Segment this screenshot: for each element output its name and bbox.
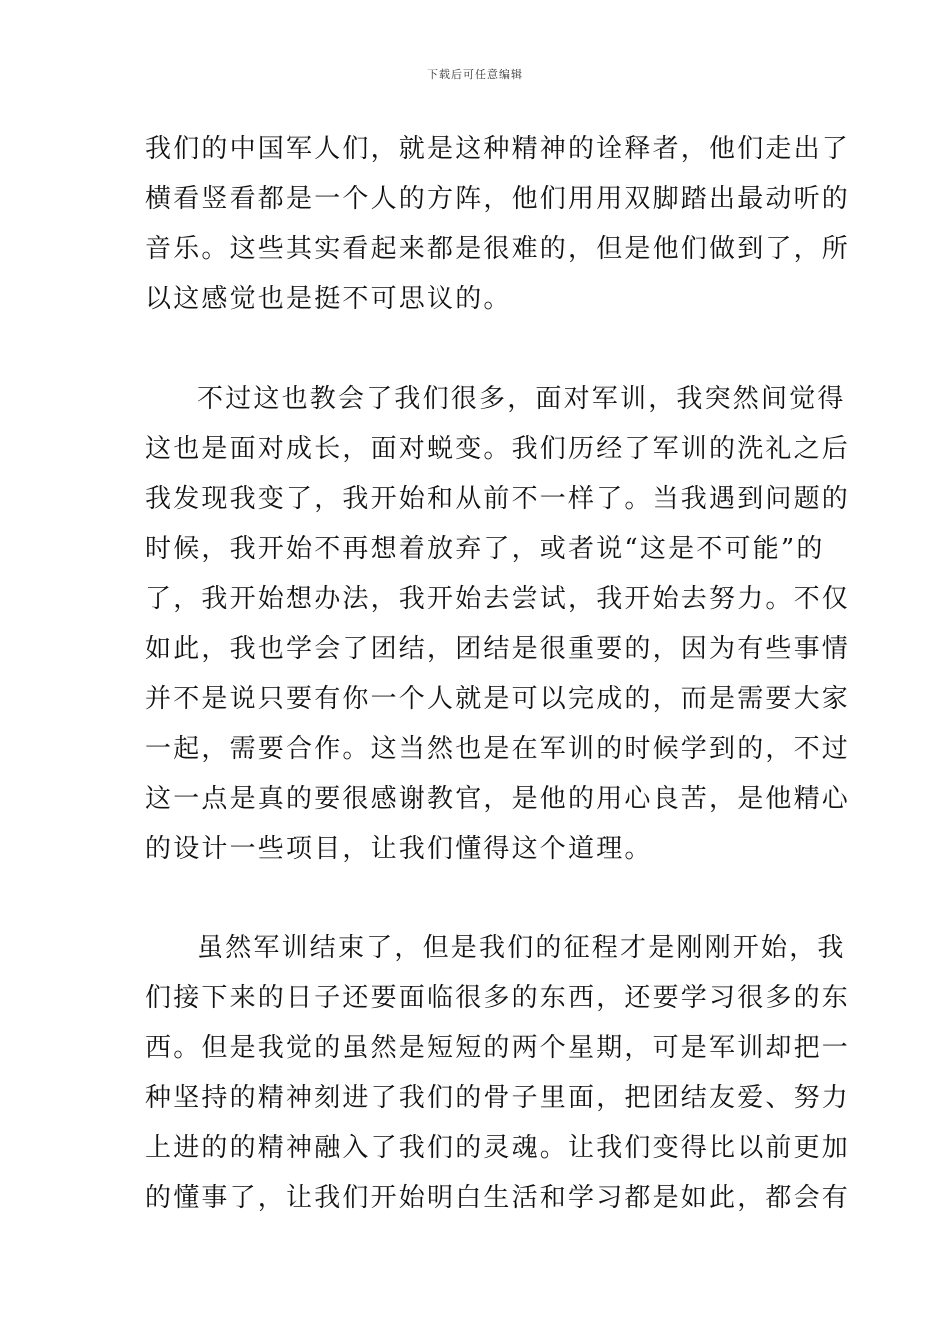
paragraph-1-line-2: 横看竖看都是一个人的方阵，他们用用双脚踏出最动听的 (145, 184, 851, 214)
paragraph-3-line-6: 的懂事了，让我们开始明白生活和学习都是如此，都会有 (145, 1183, 851, 1213)
paragraph-3-line-4: 种坚持的精神刻进了我们的骨子里面，把团结友爱、努力 (145, 1083, 851, 1113)
paragraph-3-line-2: 们接下来的日子还要面临很多的东西，还要学习很多的东 (145, 983, 851, 1013)
paragraph-2-line-1: 不过这也教会了我们很多，面对军训，我突然间觉得 (197, 384, 846, 414)
paragraph-1-line-3: 音乐。这些其实看起来都是很难的，但是他们做到了，所 (145, 234, 851, 264)
paragraph-1-line-1: 我们的中国军人们，就是这种精神的诠释者，他们走出了 (145, 134, 851, 164)
paragraph-2-line-6: 如此，我也学会了团结，团结是很重要的，因为有些事情 (145, 634, 851, 664)
paragraph-2-line-8: 一起，需要合作。这当然也是在军训的时候学到的，不过 (145, 734, 851, 764)
paragraph-2-line-9: 这一点是真的要很感谢教官，是他的用心良苦，是他精心 (145, 784, 851, 814)
paragraph-3-line-5: 上进的的精神融入了我们的灵魂。让我们变得比以前更加 (145, 1133, 851, 1163)
paragraph-1-line-4: 以这感觉也是挺不可思议的。 (145, 284, 512, 314)
paragraph-2-line-2: 这也是面对成长，面对蜕变。我们历经了军训的洗礼之后 (145, 434, 851, 464)
paragraph-2-line-7: 并不是说只要有你一个人就是可以完成的，而是需要大家 (145, 684, 851, 714)
paragraph-2-line-3: 我发现我变了，我开始和从前不一样了。当我遇到问题的 (145, 484, 851, 514)
paragraph-3-line-1: 虽然军训结束了，但是我们的征程才是刚刚开始，我 (197, 933, 846, 963)
paragraph-2-line-4: 时候，我开始不再想着放弃了，或者说“这是不可能”的 (145, 534, 825, 564)
paragraph-3-line-3: 西。但是我觉的虽然是短短的两个星期，可是军训却把一 (145, 1033, 851, 1063)
header-note: 下载后可任意编辑 (427, 68, 523, 81)
paragraph-2-line-10: 的设计一些项目，让我们懂得这个道理。 (145, 834, 653, 864)
paragraph-2-line-5: 了，我开始想办法，我开始去尝试，我开始去努力。不仅 (145, 584, 851, 614)
